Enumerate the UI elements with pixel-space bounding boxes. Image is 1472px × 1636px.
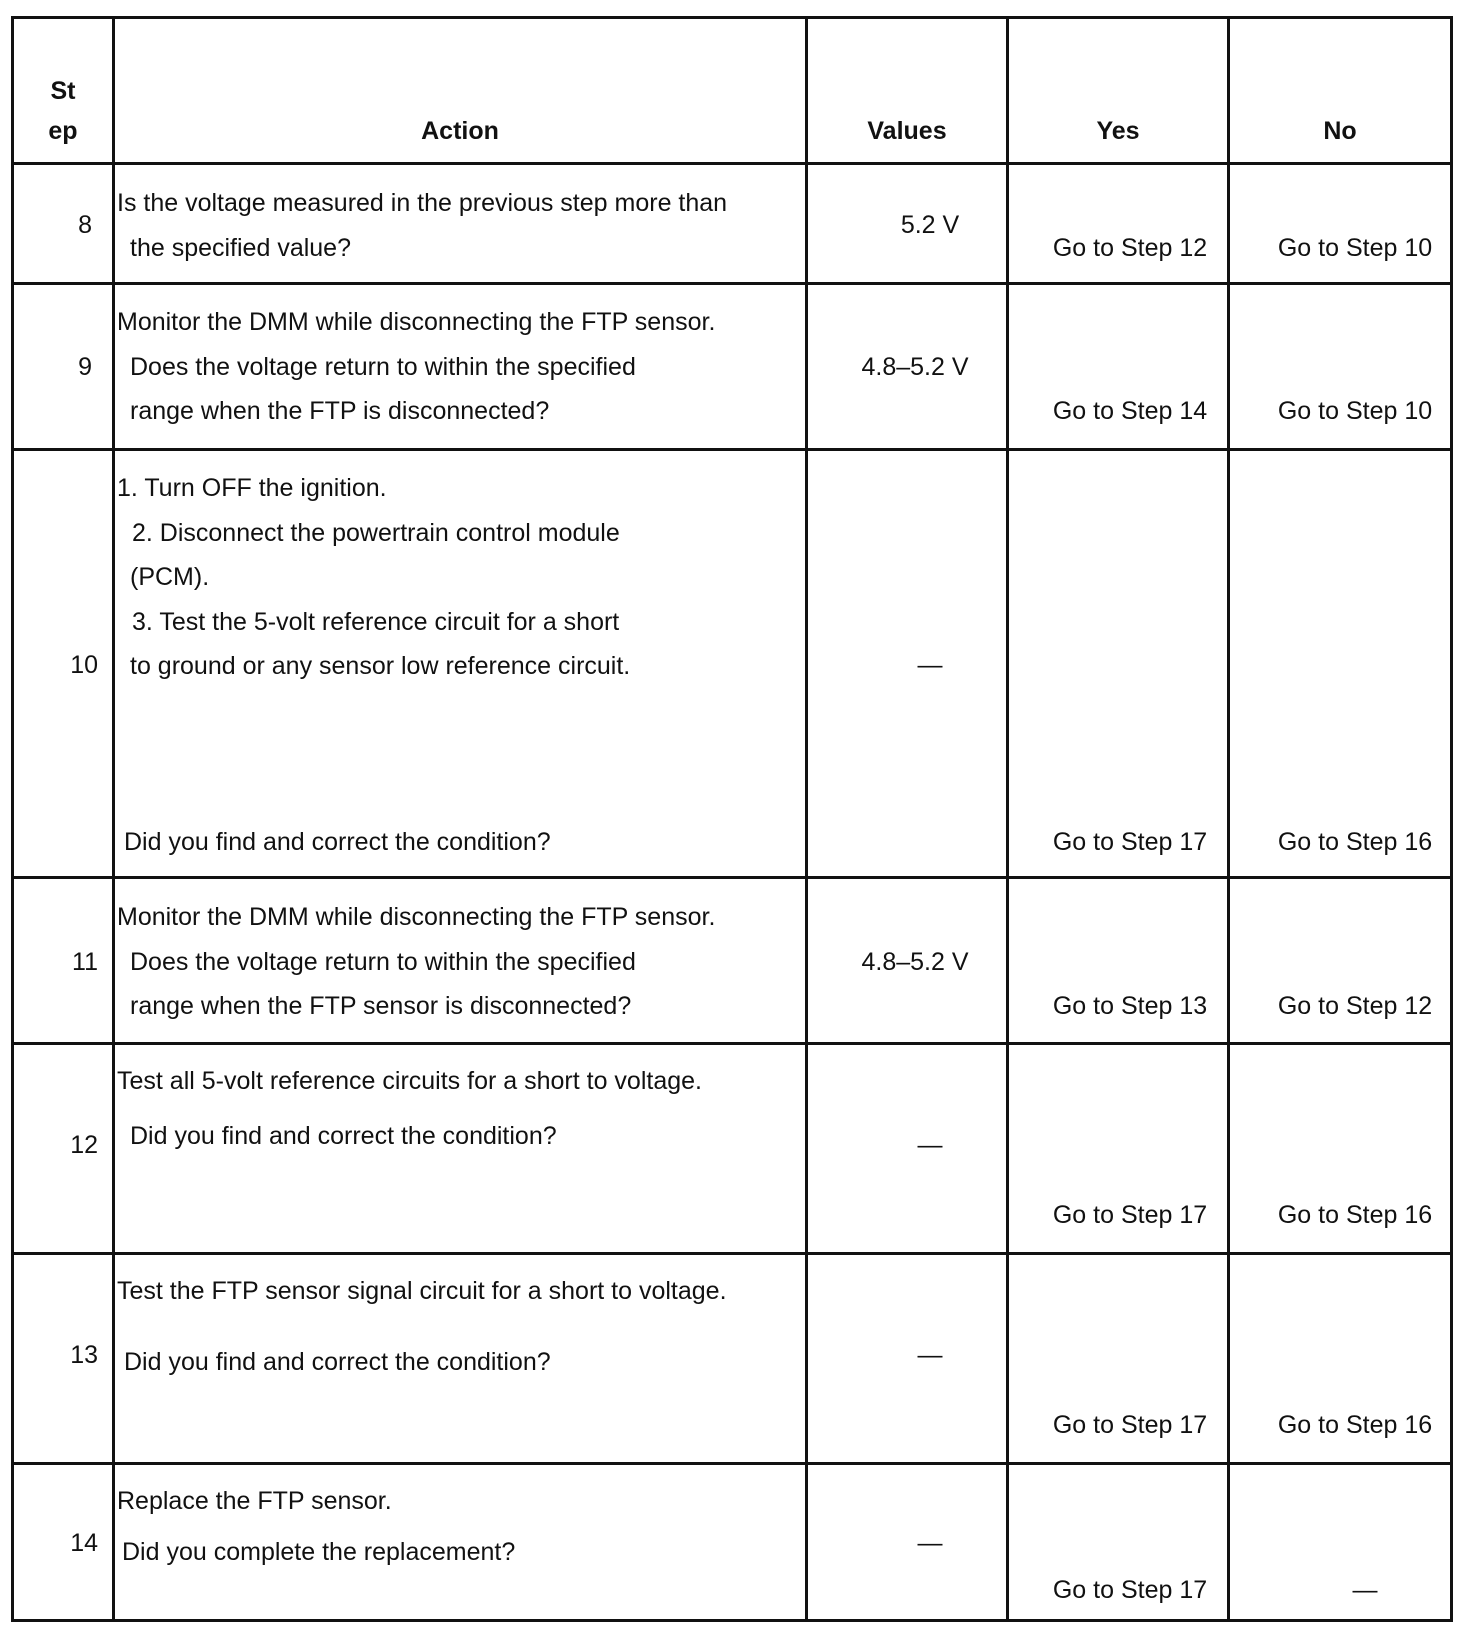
yes-cell: Go to Step 13 [1052, 992, 1208, 1020]
header-yes: Yes [1096, 117, 1140, 145]
row-divider [11, 1042, 1453, 1045]
action-line: Is the voltage measured in the previous step more than [117, 189, 728, 217]
no-cell: Go to Step 16 [1277, 1201, 1433, 1229]
action-line: Test all 5-volt reference circuits for a short to voltage. [117, 1067, 702, 1095]
column-divider [112, 16, 115, 1622]
no-cell: Go to Step 16 [1277, 1411, 1433, 1439]
step-number: 9 [78, 353, 92, 381]
yes-cell: Go to Step 17 [1052, 1201, 1208, 1229]
action-line: Monitor the DMM while disconnecting the FTP sensor. [117, 903, 716, 931]
action-line: Monitor the DMM while disconnecting the FTP sensor. [117, 308, 716, 336]
value-cell: — [917, 1131, 943, 1159]
action-line: range when the FTP sensor is disconnected? [130, 992, 632, 1020]
column-divider [805, 16, 808, 1622]
step-number: 8 [78, 211, 92, 239]
header-step-line2: ep [48, 117, 78, 145]
no-cell: — [1352, 1576, 1378, 1604]
step-number: 14 [70, 1529, 98, 1557]
action-line: Did you find and correct the condition? [124, 1348, 551, 1376]
no-cell: Go to Step 16 [1277, 828, 1433, 856]
action-line: 3. Test the 5-volt reference circuit for a short [132, 608, 620, 636]
header-action: Action [421, 117, 499, 145]
row-divider [11, 282, 1453, 285]
yes-cell: Go to Step 17 [1052, 828, 1208, 856]
action-line: (PCM). [130, 563, 210, 591]
yes-cell: Go to Step 17 [1052, 1576, 1208, 1604]
row-divider [11, 448, 1453, 451]
action-line: to ground or any sensor low reference circuit. [130, 652, 631, 680]
value-cell: 4.8–5.2 V [861, 353, 969, 381]
row-divider [11, 1252, 1453, 1255]
row-divider [11, 162, 1453, 165]
action-line: range when the FTP is disconnected? [130, 397, 550, 425]
value-cell: — [917, 1341, 943, 1369]
header-values: Values [867, 117, 947, 145]
yes-cell: Go to Step 14 [1052, 397, 1208, 425]
action-line: Replace the FTP sensor. [117, 1487, 392, 1515]
row-divider [11, 876, 1453, 879]
column-divider [1006, 16, 1009, 1622]
step-number: 10 [70, 651, 98, 679]
header-step-line1: St [50, 77, 76, 105]
step-number: 13 [70, 1341, 98, 1369]
value-cell: 4.8–5.2 V [861, 948, 969, 976]
action-line: Did you complete the replacement? [122, 1538, 516, 1566]
step-number: 12 [70, 1131, 98, 1159]
row-divider [11, 1462, 1453, 1465]
header-no: No [1323, 117, 1357, 145]
action-line: 1. Turn OFF the ignition. [117, 474, 387, 502]
action-line: 2. Disconnect the powertrain control module [132, 519, 620, 547]
action-line: Did you find and correct the condition? [124, 828, 551, 856]
no-cell: Go to Step 12 [1277, 992, 1433, 1020]
action-line: Does the voltage return to within the specified [130, 948, 636, 976]
value-cell: — [917, 1529, 943, 1557]
action-line: the specified value? [130, 234, 351, 262]
yes-cell: Go to Step 12 [1052, 234, 1208, 262]
no-cell: Go to Step 10 [1277, 397, 1433, 425]
value-cell: — [917, 651, 943, 679]
yes-cell: Go to Step 17 [1052, 1411, 1208, 1439]
action-line: Does the voltage return to within the specified [130, 353, 636, 381]
value-cell: 5.2 V [900, 211, 960, 239]
no-cell: Go to Step 10 [1277, 234, 1433, 262]
step-number: 11 [72, 948, 98, 976]
action-line: Test the FTP sensor signal circuit for a short to voltage. [117, 1277, 727, 1305]
action-line: Did you find and correct the condition? [130, 1122, 557, 1150]
